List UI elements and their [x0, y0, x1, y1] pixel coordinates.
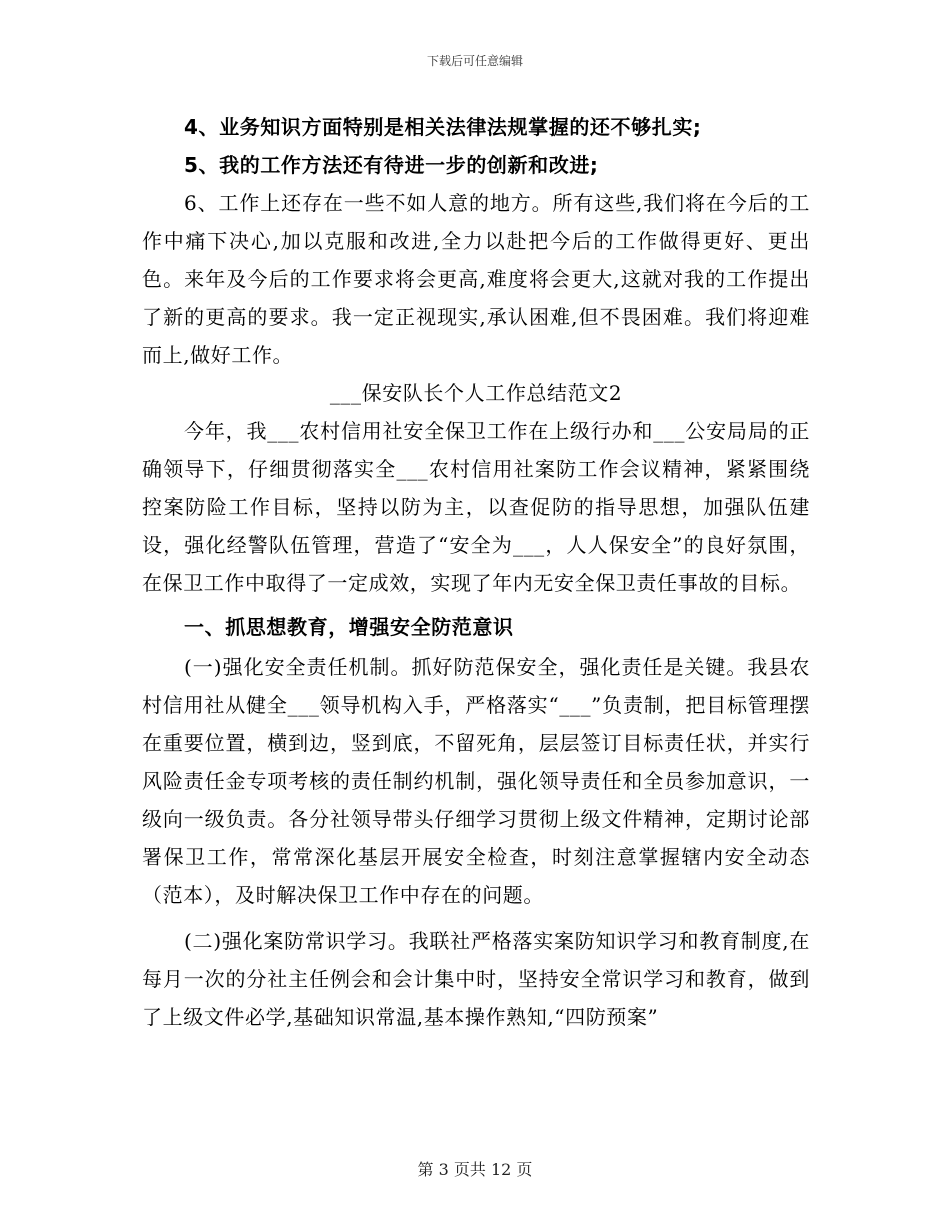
subsection-paragraph-2: (二)强化案防常识学习。我联社严格落实案防知识学习和教育制度,在每月一次的分社主任例会和会计集中时，坚持安全常识学习和教育，做到了上级文件必学,基础知识常温,基本操作熟知,“四防预案” — [142, 929, 810, 1029]
paragraph-item-6: 6、工作上还存在一些不如人意的地方。所有这些,我们将在今后的工作中痛下决心,加以克服和改进,全力以赴把今后的工作做得更好、更出色。来年及今后的工作要求将会更高,难度将会更大,这就对我的工作提出了新的更高的要求。我一定正视现实,承认困难,但不畏困难。我们将迎难而上,做好工作。 — [142, 191, 810, 367]
section-heading-1: 一、抓思想教育，增强安全防范意识 — [184, 615, 514, 639]
list-item: 5、我的工作方法还有待进一步的创新和改进; — [184, 153, 599, 177]
list-item: 4、业务知识方面特别是相关法律法规掌握的还不够扎实; — [184, 115, 702, 139]
intro-paragraph: 今年，我___农村信用社安全保卫工作在上级行办和___公安局局的正确领导下，仔细贯彻落实全___农村信用社案防工作会议精神，紧紧围绕控案防险工作目标，坚持以防为主，以查促防的指导思想，加强队伍建设，强化经警队伍管理，营造了“安全为___，人人保安全”的良好氛围，在保卫工作中取得了一定成效，实现了年内无安全保卫责任事故的目标。 — [142, 419, 810, 595]
document-body — [142, 108, 810, 1036]
subsection-paragraph-1: (一)强化安全责任机制。抓好防范保安全，强化责任是关键。我县农村信用社从健全___领导机构入手，严格落实“___”负责制，把目标管理摆在重要位置，横到边，竖到底，不留死角，层层签订目标责任状，并实行风险责任金专项考核的责任制约机制，强化领导责任和全员参加意识，一级向一级负责。各分社领导带头仔细学习贯彻上级文件精神，定期讨论部署保卫工作，常常深化基层开展安全检查，时刻注意掌握辖内安全动态（范本），及时解决保卫工作中存在的问题。 — [142, 655, 810, 907]
section-title: ___保安队长个人工作总结范文2 — [329, 381, 623, 405]
header-note: 下载后可任意编辑 — [426, 54, 523, 68]
page-number: 第 3 页共 12 页 — [417, 1160, 533, 1179]
